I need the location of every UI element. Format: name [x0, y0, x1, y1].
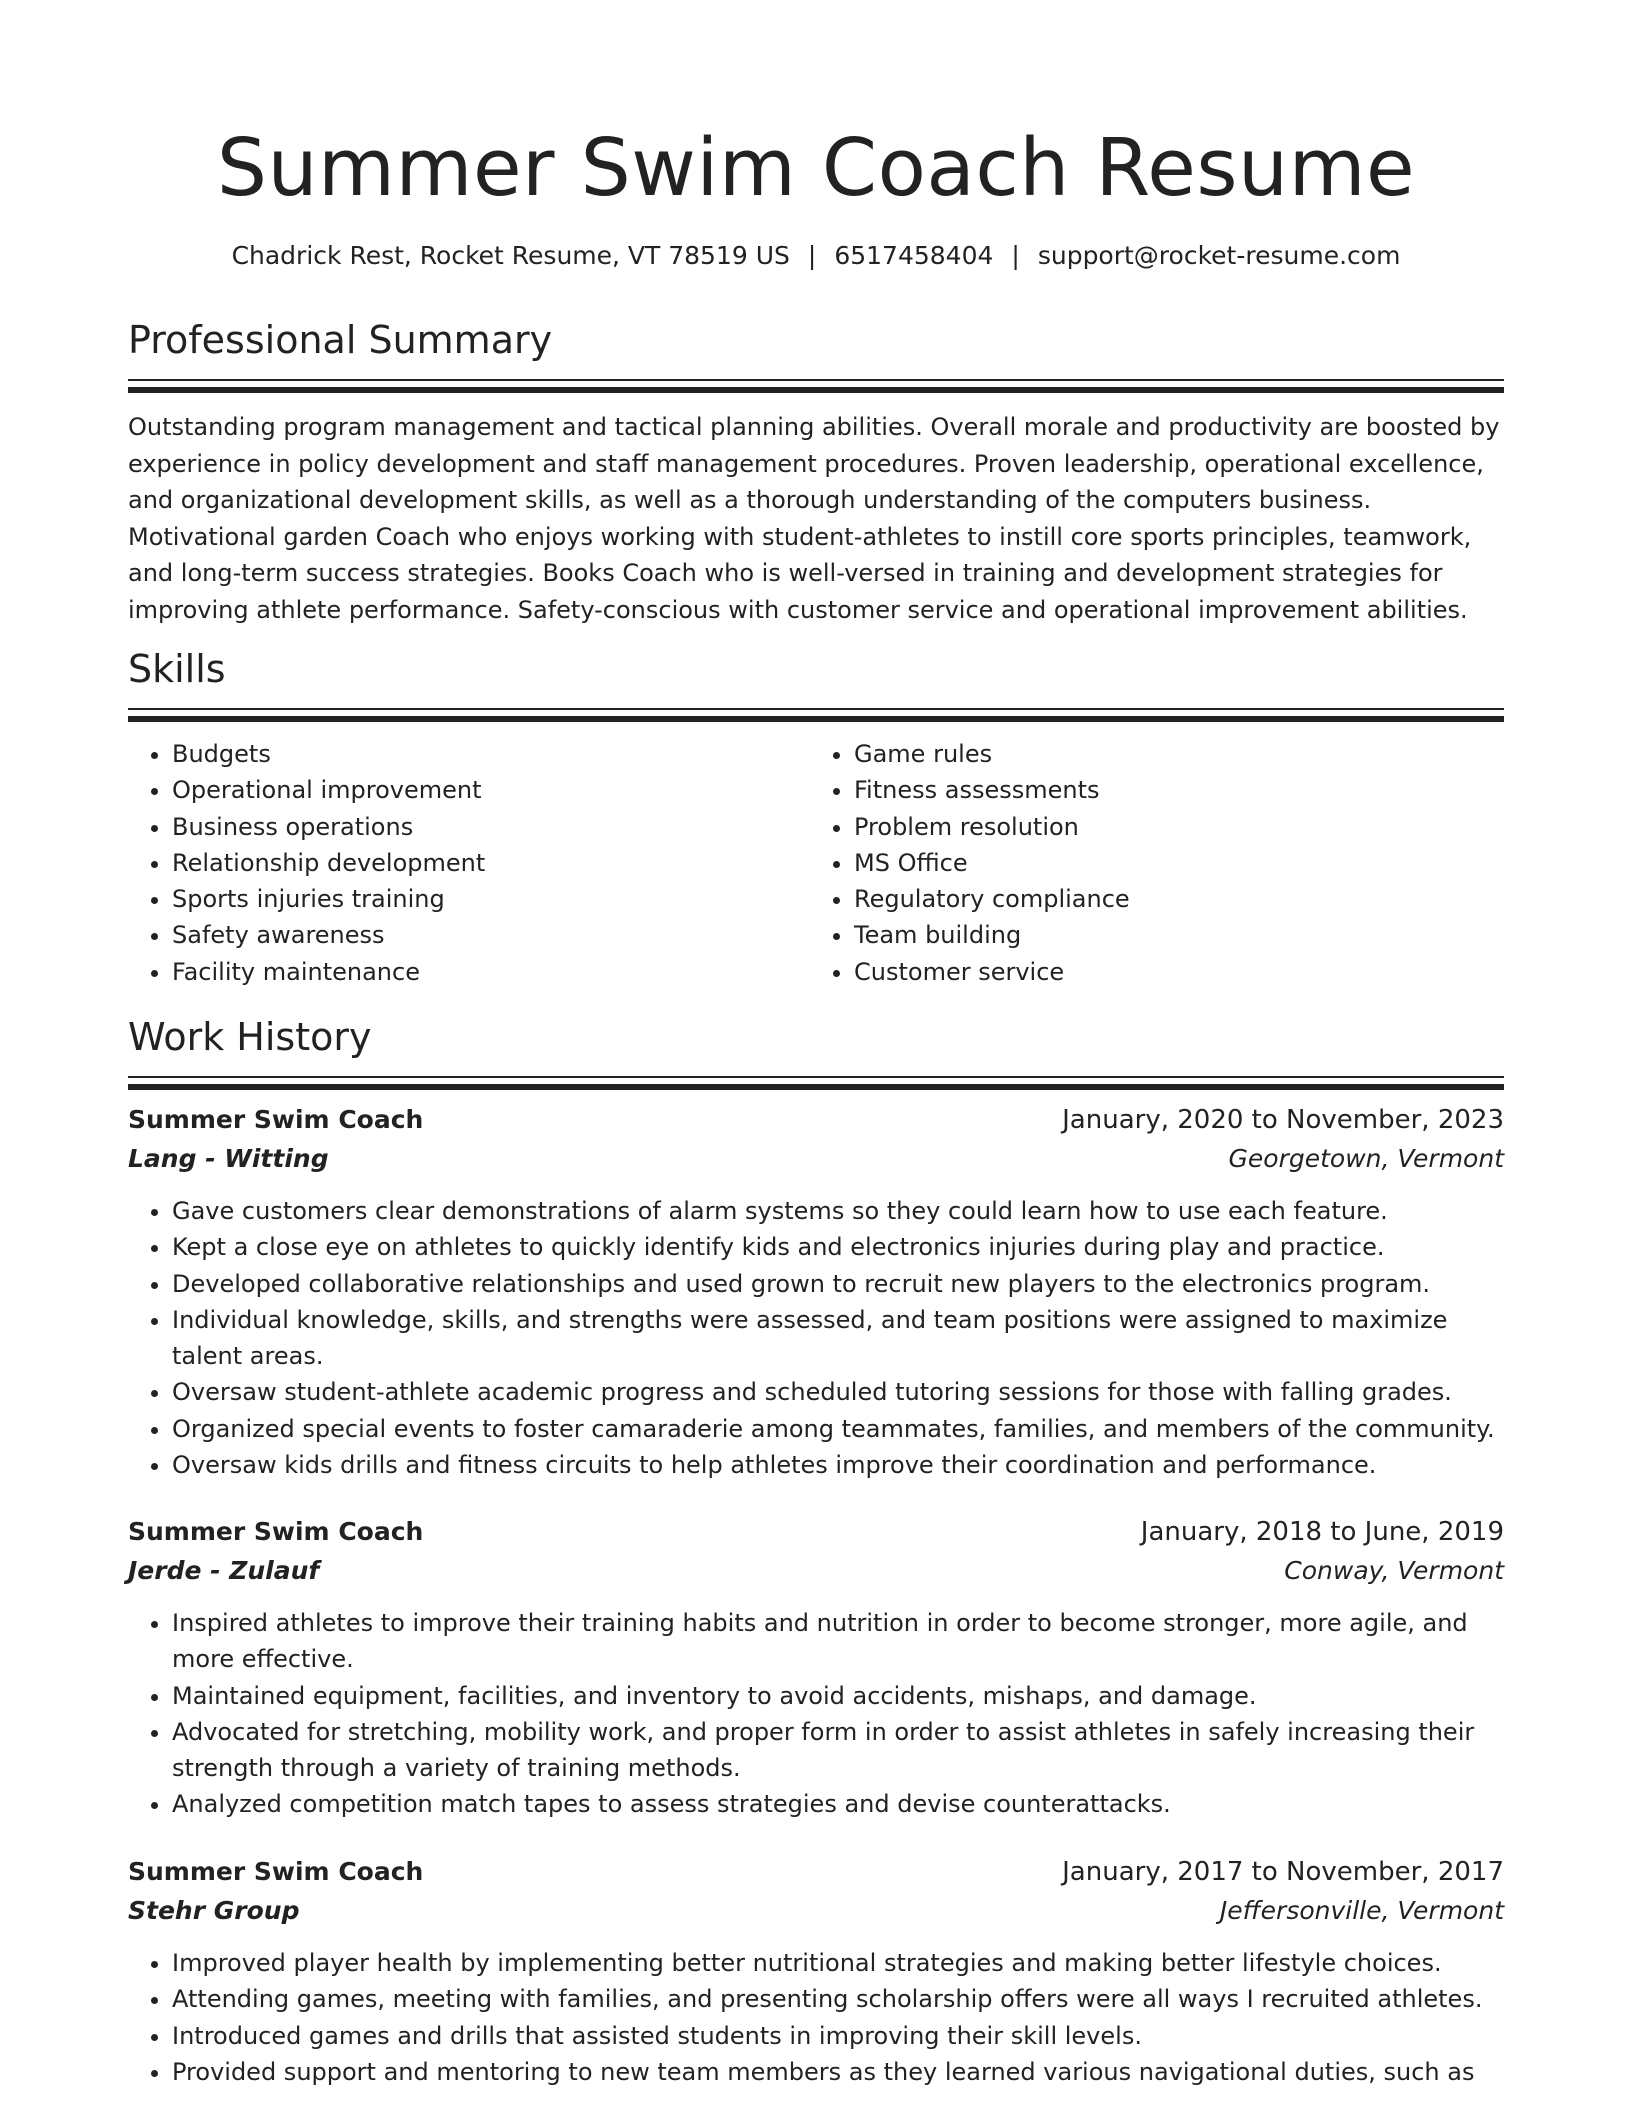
contact-email: support@rocket-resume.com [1037, 241, 1401, 270]
job-bullets [128, 1945, 1504, 2090]
job-dates: January, 2020 to November, 2023 [1062, 1105, 1504, 1135]
job-dates: January, 2018 to June, 2019 [1140, 1517, 1504, 1547]
skill-item: • Sports injuries training [172, 881, 806, 917]
work-history-section [128, 1012, 1504, 1090]
skills-column-left [128, 736, 806, 990]
job-location: Jeffersonville, Vermont [1219, 1896, 1504, 1925]
skill-item: • Team building [854, 917, 1488, 953]
job-bullet: • Developed collaborative relationships and used grown to recruit new players to the electronics program. [172, 1266, 1504, 1302]
job-bullet: • Oversaw kids drills and fitness circuits to help athletes improve their coordination and performance. [172, 1447, 1504, 1483]
skills-column-right [810, 736, 1488, 990]
job-dates: January, 2017 to November, 2017 [1062, 1857, 1504, 1887]
job-bullet: • Individual knowledge, skills, and strengths were assessed, and team positions were assigned to maximize talent areas. [172, 1302, 1504, 1375]
job-location: Georgetown, Vermont [1228, 1144, 1504, 1173]
job-bullet: • Inspired athletes to improve their training habits and nutrition in order to become stronger, more agile, and more effective. [172, 1605, 1504, 1678]
contact-phone: 6517458404 [834, 241, 994, 270]
job-title: Summer Swim Coach [128, 1105, 424, 1134]
skill-item: • Operational improvement [172, 772, 806, 808]
job-company: Stehr Group [128, 1896, 300, 1925]
job-bullet: • Advocated for stretching, mobility work, and proper form in order to assist athletes in safely increasing their strength through a variety of training methods. [172, 1714, 1504, 1787]
skill-item: • Game rules [854, 736, 1488, 772]
skill-item: • Business operations [172, 809, 806, 845]
job-company: Lang - Witting [128, 1144, 329, 1173]
summary-text: Outstanding program management and tactical planning abilities. Overall morale and productivity are boosted by experience in policy development and staff management procedures. Proven leadership, operational excellence, and organizational development skills, as well as a thorough understanding of the computers business. Motivational garden Coach who enjoys working with student-athletes to instill core sports principles, teamwork, and long-term success strategies. Books Coach who is well-versed in training and development strategies for improving athlete performance. Safety-conscious with customer service and operational improvement abilities. [128, 413, 1500, 624]
contact-line [128, 238, 1504, 274]
skill-item: • Regulatory compliance [854, 881, 1488, 917]
skill-item: • Fitness assessments [854, 772, 1488, 808]
job-bullet: • Attending games, meeting with families, and presenting scholarship offers were all ways I recruited athletes. [172, 1981, 1504, 2017]
skills-section [128, 644, 1504, 990]
skill-item: • Customer service [854, 954, 1488, 990]
job-entry [128, 1101, 1504, 1483]
skill-item: • Problem resolution [854, 809, 1488, 845]
skill-item: • Relationship development [172, 845, 806, 881]
skills-heading: Skills [128, 647, 226, 691]
job-bullet: • Maintained equipment, facilities, and inventory to avoid accidents, mishaps, and damage. [172, 1678, 1504, 1714]
job-title: Summer Swim Coach [128, 1857, 424, 1886]
job-entry [128, 1513, 1504, 1823]
skills-list [128, 736, 1504, 990]
job-entry [128, 1853, 1504, 2090]
job-bullets [128, 1193, 1504, 1483]
resume-title: Summer Swim Coach Resume [216, 122, 1416, 214]
skill-item: • Facility maintenance [172, 954, 806, 990]
job-title: Summer Swim Coach [128, 1517, 424, 1546]
section-divider [128, 1076, 1504, 1090]
job-bullet: • Analyzed competition match tapes to assess strategies and devise counterattacks. [172, 1786, 1504, 1822]
section-divider [128, 379, 1504, 393]
job-bullet: • Oversaw student-athlete academic progress and scheduled tutoring sessions for those with falling grades. [172, 1374, 1504, 1410]
job-company: Jerde - Zulauf [128, 1556, 320, 1585]
job-bullet: • Introduced games and drills that assisted students in improving their skill levels. [172, 2018, 1504, 2054]
skill-item: • MS Office [854, 845, 1488, 881]
section-divider [128, 708, 1504, 722]
job-bullet: • Improved player health by implementing better nutritional strategies and making better lifestyle choices. [172, 1945, 1504, 1981]
skill-item: • Budgets [172, 736, 806, 772]
job-bullet: • Gave customers clear demonstrations of alarm systems so they could learn how to use each feature. [172, 1193, 1504, 1229]
job-bullet: • Kept a close eye on athletes to quickly identify kids and electronics injuries during play and practice. [172, 1229, 1504, 1265]
contact-separator: | [807, 241, 817, 270]
summary-section [128, 315, 1504, 628]
job-bullet: • Provided support and mentoring to new team members as they learned various navigational duties, such as [172, 2054, 1504, 2090]
summary-heading: Professional Summary [128, 318, 553, 362]
contact-separator: | [1011, 241, 1020, 270]
job-bullets [128, 1605, 1504, 1823]
skill-item: • Safety awareness [172, 917, 806, 953]
work-history-heading: Work History [128, 1015, 372, 1059]
job-bullet: • Organized special events to foster camaraderie among teammates, families, and members of the community. [172, 1411, 1504, 1447]
contact-address: Chadrick Rest, Rocket Resume, VT 78519 US [231, 241, 790, 270]
job-location: Conway, Vermont [1284, 1556, 1504, 1585]
